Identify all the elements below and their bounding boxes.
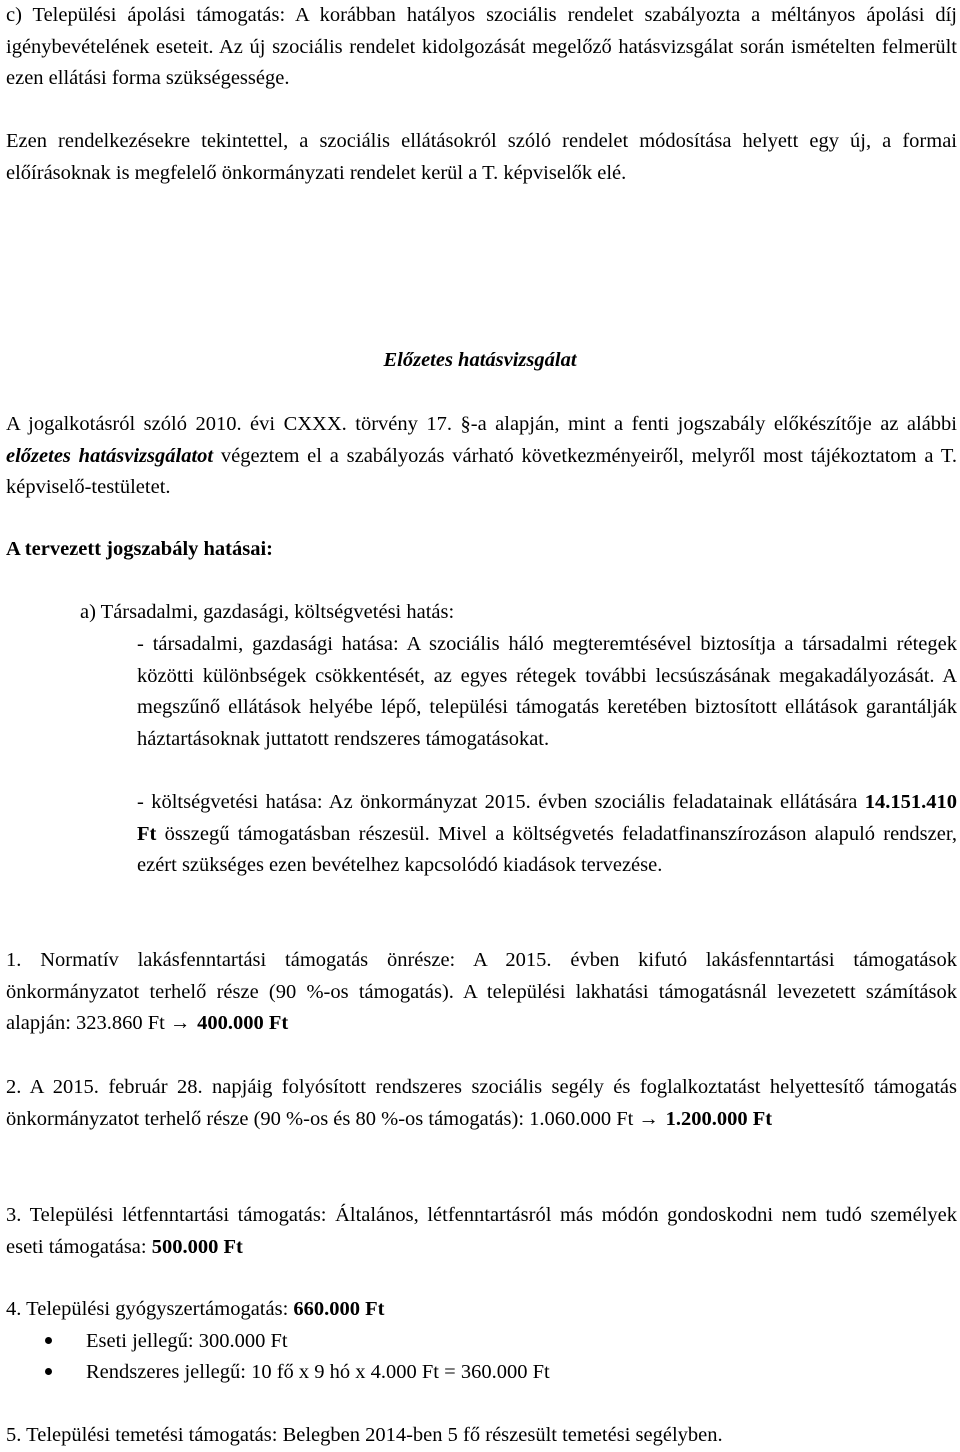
- arrow-icon: →: [638, 1107, 659, 1130]
- item-3-amount: 500.000 Ft: [151, 1235, 243, 1258]
- item-a-label: a) Társadalmi, gazdasági, költségvetési hatás:: [80, 601, 455, 623]
- budget-amount: 14.151.410 Ft: [137, 791, 957, 845]
- item-1: 1. Normatív lakásfenntartási támogatás önrésze: A 2015. évben kifutó lakásfenntartási támogatások önkormányzatot terhelő része (90 %-os támogatás). A települési lakhatási támogatásnál levezetett számítások alapján: 323.860 Ft → 400.000 Ft: [6, 945, 957, 1040]
- bullet-icon: [45, 1337, 52, 1344]
- item-2-amount: 1.200.000 Ft: [665, 1107, 773, 1130]
- bullet-icon: [45, 1368, 52, 1375]
- arrow-icon: →: [169, 1012, 191, 1034]
- item-2: 2. A 2015. február 28. napjáig folyósított rendszeres szociális segély és foglalkoztatást helyettesítő támogatás önkormányzatot terhelő része (90 %-os és 80 %-os támogatás): 1.060.000 Ft → 1.200.000 Ft: [6, 1072, 957, 1135]
- effects-heading: A tervezett jogszabály hatásai:: [6, 538, 274, 560]
- document-page: c) Települési ápolási támogatás: A korábban hatályos szociális rendelet szabályozta a méltányos ápolási díj igénybevételének eseteit. Az új szociális rendelet kidolgozását megelőző hatásvizsgálat során ismételten felmerült ezen ellátási forma szükségessége. Ezen rendelkezésekre tekintettel, a szociális ellátásokról szóló rendelet módosítása helyett egy új, a formai előírásoknak is megfelelő önkormányzati rendelet kerül a T. képviselők elé. Előzetes hatásvizsgálat A jogalkotásról szóló 2010. évi CXXX. törvény 17. §-a alapján, mint a fenti jogszabály előkészítője az alábbi előzetes hatásvizsgálatot végeztem el a szabályozás várható következményeiről, melyről most tájékoztatom a T. képviselő-testületet. A tervezett jogszabály hatásai: a) Társadalmi, gazdasági, költségvetési hatás: - társadalmi, gazdasági hatása: A szociális háló megteremtésével biztosítja a társadalmi rétegek közötti különbségek csökkentését, az egyes rétegek további lecsúszásának megakadályozását. A megszűnő ellátások helyébe lépő, települési támogatás keretében biztosított ellátások garantálják háztartásoknak juttatott rendszeres támogatásokat. - költségvetési hatása: Az önkormányzat 2015. évben szociális feladatainak ellátására 14.151.410 Ft összegű támogatásban részesül. Mivel a költségvetés feladatfinanszírozáson alapuló rendszer, ezért szükséges ezen bevételhez kapcsolódó kiadások tervezése. 1. Normatív lakásfenntartási támogatás önrésze: A 2015. évben kifutó lakásfenntartási támogatások önkormányzatot terhelő része (90 %-os támogatás). A települési lakhatási támogatásnál levezetett számítások alapján: 323.860 Ft → 400.000 Ft 2. A 2015. február 28. napjáig folyósított rendszeres szociális segély és foglalkoztatást helyettesítő támogatás önkormányzatot terhelő része (90 %-os és 80 %-os támogatás): 1.060.000 Ft → 1.200.000 Ft 3. Települési létfenntartási támogatás: Általános, létfenntartásról más módón gondoskodni nem tudó személyek eseti támogatása: 500.000 Ft 4. Települési gyógyszertámogatás: 660.000 Ft Eseti jellegű: 300.000 Ft Rendszeres jellegű: 10 fő x 9 hó x 4.000 Ft = 360.000 Ft 5. Települési temetési támogatás: Belegben 2014-ben 5 fő részesült temetési segélyben.: [0, 0, 960, 1450]
- item-1-amount: 400.000 Ft: [197, 1012, 289, 1034]
- intro-paragraph: Ezen rendelkezésekre tekintettel, a szociális ellátásokról szóló rendelet módosítása helyett egy új, a formai előírásoknak is megfelelő önkormányzati rendelet kerül a T. képviselők elé.: [6, 130, 957, 184]
- section-c-paragraph: c) Települési ápolási támogatás: A korábban hatályos szociális rendelet szabályozta a méltányos ápolási díj igénybevételének eseteit. Az új szociális rendelet kidolgozását megelőző hatásvizsgálat során ismételten felmerült ezen ellátási forma szükségessége.: [6, 4, 957, 89]
- item-a-social-effect: - társadalmi, gazdasági hatása: A szociális háló megteremtésével biztosítja a társadalmi rétegek közötti különbségek csökkentését, az egyes rétegek további lecsúszásának megakadályozását. A megszűnő ellátások helyébe lépő, települési támogatás keretében biztosított ellátások garantálják háztartásoknak juttatott rendszeres támogatásokat.: [137, 633, 957, 750]
- item-a-budget-effect: - költségvetési hatása: Az önkormányzat 2015. évben szociális feladatainak ellátására 14.151.410 Ft összegű támogatásban részesül. Mivel a költségvetés feladatfinanszírozáson alapuló rendszer, ezért szükséges ezen bevételhez kapcsolódó kiadások tervezése.: [137, 791, 957, 876]
- item-5: 5. Települési temetési támogatás: Belegben 2014-ben 5 fő részesült temetési segélyben.: [6, 1424, 723, 1446]
- legal-basis-emphasis: előzetes hatásvizsgálatot: [6, 444, 214, 467]
- item-3: 3. Települési létfenntartási támogatás: Általános, létfenntartásról más módón gondoskodni nem tudó személyek eseti támogatása: 500.000 Ft: [6, 1204, 957, 1258]
- item-4: 4. Települési gyógyszertámogatás: 660.000 Ft: [6, 1298, 385, 1320]
- legal-basis-paragraph: A jogalkotásról szóló 2010. évi CXXX. törvény 17. §-a alapján, mint a fenti jogszabály előkészítője az alábbi előzetes hatásvizsgálatot végeztem el a szabályozás várható következményeiről, melyről most tájékoztatom a T. képviselő-testületet.: [6, 413, 957, 498]
- section-heading: Előzetes hatásvizsgálat: [383, 349, 577, 371]
- item-4-amount: 660.000 Ft: [293, 1298, 385, 1320]
